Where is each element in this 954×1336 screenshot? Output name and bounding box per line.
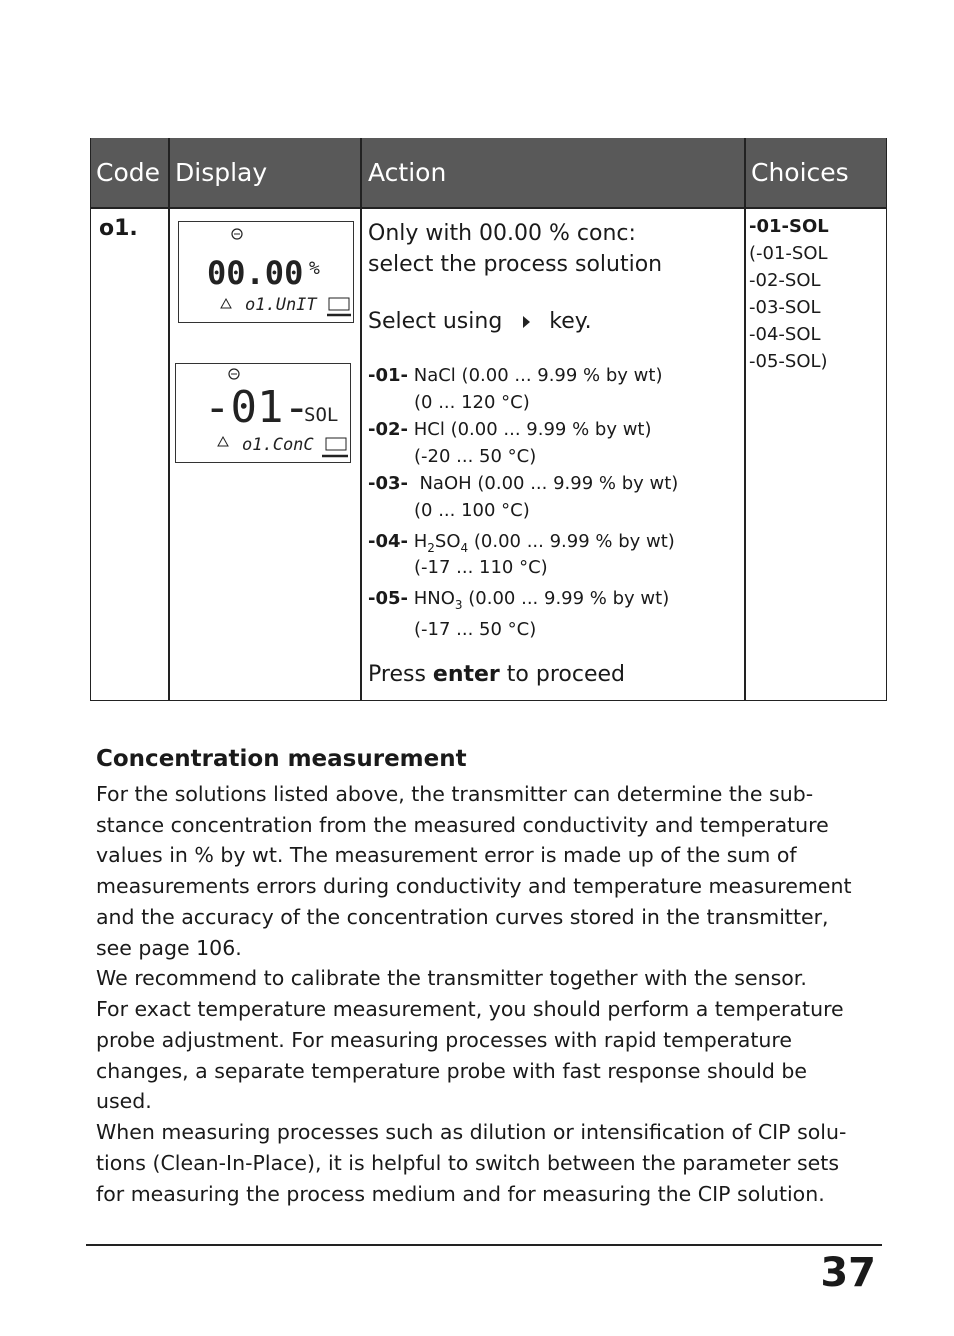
solution-name: NaCl bbox=[413, 365, 456, 386]
solution-range: (0.00 ... 9.99 % by wt) bbox=[450, 419, 652, 440]
solution-code: -03- bbox=[368, 473, 408, 494]
paragraph-line: We recommend to calibrate the transmitter together with the sensor. bbox=[96, 966, 807, 990]
column-divider bbox=[744, 138, 746, 700]
paragraph-line: stance concentration from the measured conductivity and temperature bbox=[96, 813, 829, 837]
action-line-2: select the process solution bbox=[368, 252, 663, 277]
lcd-unit: SOL bbox=[304, 404, 339, 426]
footer-rule bbox=[86, 1244, 882, 1246]
paragraph-line: see page 106. bbox=[96, 936, 242, 960]
solution-temp: (-17 ... 110 °C) bbox=[414, 557, 548, 578]
lcd-main-value: -01- bbox=[204, 382, 310, 433]
solution-item bbox=[368, 531, 675, 553]
column-divider bbox=[168, 138, 170, 700]
paragraph-line: tions (Clean-In-Place), it is helpful to switch between the parameter sets bbox=[96, 1151, 840, 1175]
parameter-table bbox=[90, 138, 887, 701]
lcd-sub-text: o1.ConC bbox=[242, 435, 314, 455]
solution-name: $HNO_3$ bbox=[413, 588, 463, 612]
select-prefix: Select using bbox=[368, 309, 503, 334]
right-arrow-key-icon bbox=[523, 316, 530, 328]
solution-range: (0.00 ... 9.99 % by wt) bbox=[468, 588, 670, 609]
paragraph-line: values in % by wt. The measurement error is made up of the sum of bbox=[96, 843, 797, 867]
choice-item: -03-SOL bbox=[749, 297, 821, 318]
lcd-sub-text: o1.UnIT bbox=[245, 295, 317, 315]
paragraph-line: for measuring the process medium and for measuring the CIP solution. bbox=[96, 1182, 825, 1206]
enter-key-label: enter bbox=[432, 662, 500, 687]
solution-item bbox=[368, 365, 662, 387]
action-press-line bbox=[368, 659, 625, 691]
choice-default: -01-SOL bbox=[749, 216, 829, 237]
choice-item: -05-SOL) bbox=[749, 351, 828, 372]
lcd-concentration-graphic bbox=[176, 364, 350, 462]
solution-name: $H_2SO_4$ bbox=[413, 531, 469, 555]
solution-temp: (0 ... 120 °C) bbox=[414, 392, 530, 413]
paragraph-line: measurements errors during conductivity and temperature measurement bbox=[96, 874, 852, 898]
select-suffix: key. bbox=[549, 309, 592, 334]
choice-item: (-01-SOL bbox=[749, 243, 828, 264]
header-divider bbox=[91, 207, 886, 209]
header-code: Code bbox=[96, 158, 161, 187]
choice-item: -04-SOL bbox=[749, 324, 821, 345]
solution-item bbox=[368, 419, 652, 441]
row-code: o1. bbox=[99, 216, 138, 241]
solution-temp: (-17 ... 50 °C) bbox=[414, 619, 537, 640]
solution-range: (0.00 ... 9.99 % by wt) bbox=[473, 531, 675, 552]
action-select-line bbox=[368, 306, 592, 338]
choice-item: -02-SOL bbox=[749, 270, 821, 291]
section-heading: Concentration measurement bbox=[96, 746, 467, 772]
paragraph-line: probe adjustment. For measuring processes with rapid temperature bbox=[96, 1028, 792, 1052]
paragraph-line: and the accuracy of the concentration curves stored in the transmitter, bbox=[96, 905, 829, 929]
solution-item bbox=[368, 473, 678, 495]
header-choices: Choices bbox=[751, 158, 849, 187]
lcd-unit: % bbox=[309, 258, 320, 279]
press-suffix: to proceed bbox=[506, 662, 625, 687]
paragraph-line: For the solutions listed above, the transmitter can determine the sub- bbox=[96, 782, 814, 806]
header-display: Display bbox=[175, 158, 268, 187]
press-prefix: Press bbox=[368, 662, 426, 687]
solution-code: -04- bbox=[368, 531, 408, 552]
solution-item bbox=[368, 588, 669, 610]
lcd-display-unit bbox=[178, 221, 354, 323]
solution-temp: (0 ... 100 °C) bbox=[414, 500, 530, 521]
solution-range: (0.00 ... 9.99 % by wt) bbox=[477, 473, 679, 494]
paragraph-line: When measuring processes such as dilution or intensification of CIP solu- bbox=[96, 1120, 847, 1144]
page-number: 37 bbox=[820, 1250, 876, 1296]
paragraph-line: For exact temperature measurement, you should perform a temperature bbox=[96, 997, 844, 1021]
lcd-main-value: 00.00 bbox=[207, 254, 304, 292]
solution-code: -02- bbox=[368, 419, 408, 440]
paragraph-line: used. bbox=[96, 1089, 152, 1113]
solution-code: -05- bbox=[368, 588, 408, 609]
paragraph-line: changes, a separate temperature probe with fast response should be bbox=[96, 1059, 808, 1083]
header-action: Action bbox=[368, 158, 447, 187]
solution-name: NaOH bbox=[419, 473, 472, 494]
action-line-1: Only with 00.00 % conc: bbox=[368, 221, 636, 246]
column-divider bbox=[360, 138, 362, 700]
solution-temp: (-20 ... 50 °C) bbox=[414, 446, 537, 467]
solution-name: HCl bbox=[413, 419, 445, 440]
table-header-row bbox=[91, 138, 886, 208]
solution-code: -01- bbox=[368, 365, 408, 386]
lcd-unit-graphic bbox=[179, 222, 353, 322]
solution-range: (0.00 ... 9.99 % by wt) bbox=[461, 365, 663, 386]
lcd-display-concentration bbox=[175, 363, 351, 463]
